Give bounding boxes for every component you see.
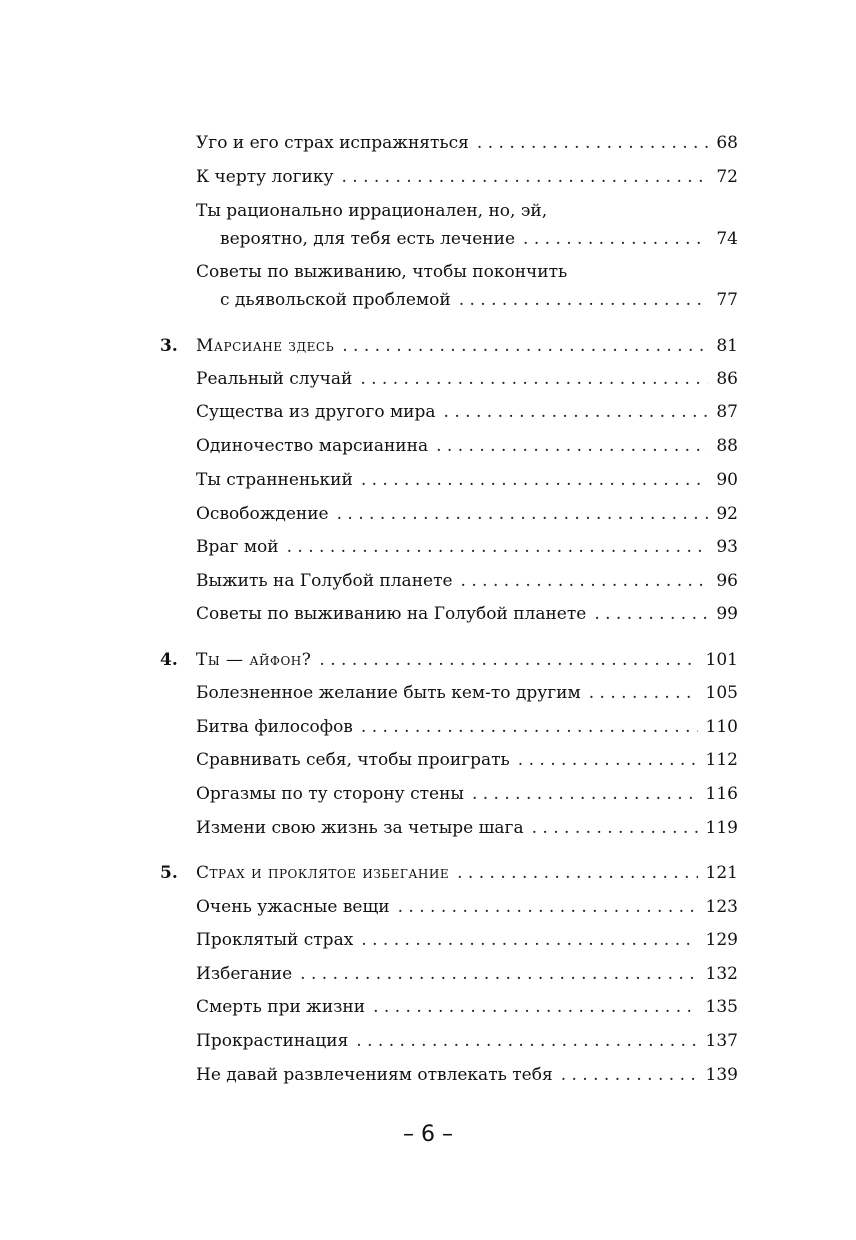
toc-entry-page: 110 — [705, 717, 738, 737]
leader-dots — [319, 645, 697, 675]
toc-entry-title-line1: Советы по выживанию, чтобы покончить — [196, 262, 568, 282]
toc-entry-page: 72 — [716, 167, 738, 187]
toc-entry — [196, 712, 738, 742]
toc-entry-page: 132 — [705, 964, 738, 984]
toc-entry-title: Измени свою жизнь за четыре шага — [196, 818, 524, 838]
toc-entry-page: 123 — [705, 897, 738, 917]
toc-entry-title: Прокрастинация — [196, 1031, 349, 1051]
toc-entry-title: Очень ужасные вещи — [196, 897, 390, 917]
toc-entry-page: 86 — [716, 369, 738, 389]
toc-entry-title: Сравнивать себя, чтобы проиграть — [196, 750, 510, 770]
leader-dots — [361, 712, 698, 742]
leader-dots — [477, 128, 708, 158]
leader-dots — [360, 364, 708, 394]
leader-dots — [436, 431, 708, 461]
chapter-title: Страх и проклятое избегание — [196, 863, 450, 883]
toc-chapter — [160, 645, 738, 675]
leader-dots — [373, 992, 697, 1022]
toc-entry — [196, 745, 738, 775]
leader-dots — [337, 499, 709, 529]
toc-entry-title: Освобождение — [196, 504, 329, 524]
toc-entry — [196, 892, 738, 922]
toc-entry-page: 116 — [705, 784, 738, 804]
toc-entry-page: 137 — [705, 1031, 738, 1051]
leader-dots — [523, 224, 708, 254]
toc-entry — [196, 566, 738, 596]
leader-dots — [398, 892, 698, 922]
toc-entry-title: Враг мой — [196, 537, 279, 557]
chapter-title: Ты — айфон? — [196, 650, 312, 670]
toc-entry — [196, 499, 738, 529]
leader-dots — [457, 858, 697, 888]
toc-entry — [196, 431, 738, 461]
toc-entry-title: Болезненное желание быть кем-то другим — [196, 683, 581, 703]
toc-entry — [196, 779, 738, 809]
toc-entry-title: Существа из другого мира — [196, 402, 436, 422]
toc-entry-page: 101 — [705, 650, 738, 670]
toc-entry-page: 87 — [716, 402, 738, 422]
leader-dots — [532, 813, 698, 843]
toc-entry-page: 105 — [705, 683, 738, 703]
toc-entry-title: Битва философов — [196, 717, 353, 737]
toc-entry — [196, 285, 738, 315]
toc-entry — [196, 678, 738, 708]
toc-entry-page: 93 — [716, 537, 738, 557]
leader-dots — [589, 678, 698, 708]
leader-dots — [444, 397, 709, 427]
toc-entry — [196, 925, 738, 955]
leader-dots — [459, 285, 709, 315]
toc-entry — [196, 599, 738, 629]
leader-dots — [594, 599, 708, 629]
toc-entry-page: 92 — [716, 504, 738, 524]
toc-entry-title: Реальный случай — [196, 369, 353, 389]
toc-entry — [196, 397, 738, 427]
leader-dots — [361, 465, 709, 495]
toc-entry — [196, 162, 738, 192]
toc-entry-title: с дьявольской проблемой — [220, 290, 451, 310]
leader-dots — [287, 532, 709, 562]
toc-entry — [196, 532, 738, 562]
toc-entry-title: Одиночество марсианина — [196, 436, 429, 456]
toc-entry-title: Советы по выживанию на Голубой планете — [196, 604, 587, 624]
leader-dots — [518, 745, 698, 775]
toc-entry-title: Выжить на Голубой планете — [196, 571, 453, 591]
toc-entry-page: 119 — [705, 818, 738, 838]
leader-dots — [300, 959, 697, 989]
toc-entry-title: вероятно, для тебя есть лечение — [220, 229, 516, 249]
toc-entry-page: 121 — [705, 863, 738, 883]
leader-dots — [356, 1026, 697, 1056]
toc-entry-title: Уго и его страх испражняться — [196, 133, 469, 153]
toc-entry — [196, 364, 738, 394]
leader-dots — [361, 925, 697, 955]
toc-entry-page: 68 — [716, 133, 738, 153]
toc-entry — [196, 813, 738, 843]
toc-entry-title-line1: Ты рационально иррационален, но, эй, — [196, 201, 548, 221]
chapter-number: 5. — [160, 863, 178, 883]
toc-entry-page: 129 — [705, 930, 738, 950]
chapter-title: Марсиане здесь — [196, 336, 335, 356]
leader-dots — [461, 566, 709, 596]
toc-entry-page: 112 — [705, 750, 738, 770]
toc-entry — [196, 959, 738, 989]
toc-entry-page: 88 — [716, 436, 738, 456]
leader-dots — [341, 162, 708, 192]
leader-dots — [561, 1060, 698, 1090]
toc-entry-page: 77 — [716, 290, 738, 310]
toc-entry — [196, 1026, 738, 1056]
toc-entry — [196, 1060, 738, 1090]
leader-dots — [472, 779, 698, 809]
chapter-number: 4. — [160, 650, 178, 670]
toc-chapter — [160, 331, 738, 361]
toc-entry-title: Ты странненький — [196, 470, 353, 490]
toc-entry-page: 74 — [716, 229, 738, 249]
toc-entry-title: К черту логику — [196, 167, 334, 187]
toc-chapter — [160, 858, 738, 888]
toc-entry-title: Избегание — [196, 964, 293, 984]
chapter-number: 3. — [160, 336, 178, 356]
toc-entry-page: 96 — [716, 571, 738, 591]
toc-entry-title: Проклятый страх — [196, 930, 354, 950]
toc-entry — [196, 128, 738, 158]
toc-entry — [196, 992, 738, 1022]
toc-entry-page: 90 — [716, 470, 738, 490]
toc-entry-title: Не давай развлечениям отвлекать тебя — [196, 1065, 553, 1085]
toc-entry-page: 99 — [716, 604, 738, 624]
toc-entry-title: Смерть при жизни — [196, 997, 366, 1017]
toc-entry-page: 139 — [705, 1065, 738, 1085]
toc-entry — [196, 224, 738, 254]
toc-entry — [196, 465, 738, 495]
toc-entry-page: 135 — [705, 997, 738, 1017]
toc-entry-title: Оргазмы по ту сторону стены — [196, 784, 464, 804]
page-number: – 6 – — [403, 1122, 453, 1147]
leader-dots — [342, 331, 708, 361]
toc-entry-page: 81 — [716, 336, 738, 356]
